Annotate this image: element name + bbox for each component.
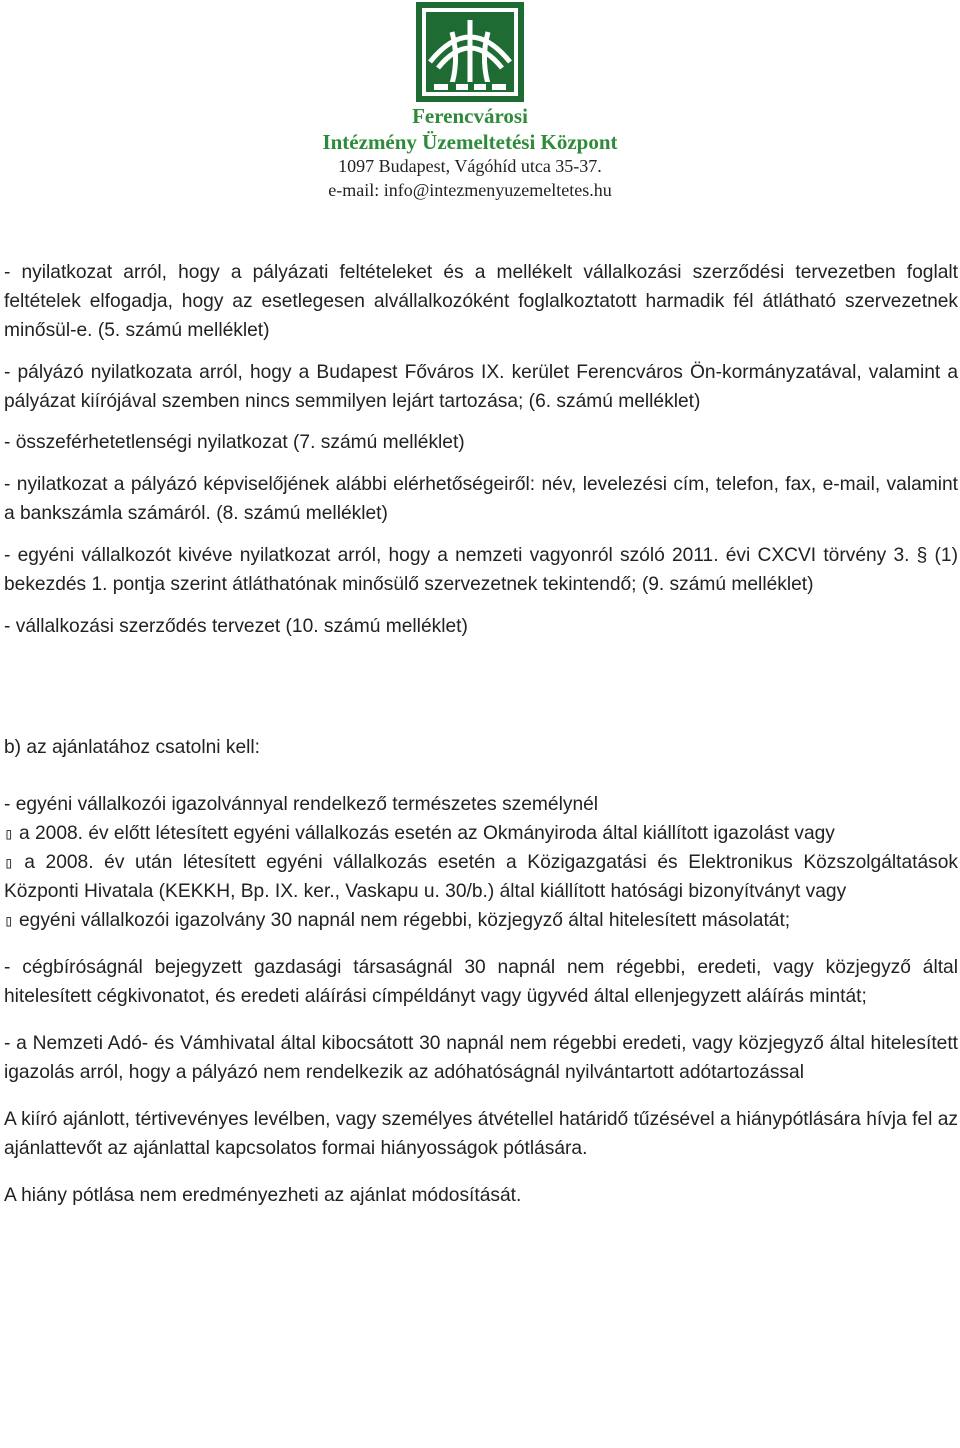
list-item-text: egyéni vállalkozói igazolvány 30 napnál nem régebbi, közjegyző által hitelesített másolatát; <box>13 910 791 931</box>
list-item <box>4 819 958 848</box>
org-email: e-mail: info@intezmenyuzemeltetes.hu <box>328 180 612 200</box>
bullet-icon: ▯ <box>4 824 14 843</box>
paragraph-no-debt: - pályázó nyilatkozata arról, hogy a Budapest Főváros IX. kerület Ferencváros Ön-kormányzatával, valamint a pályázat kiírójával szemben nincs semmilyen lejárt tartozása; (6. számú melléklet) <box>4 362 958 412</box>
paragraph-transparency: - egyéni vállalkozót kivéve nyilatkozat arról, hogy a nemzeti vagyonról szóló 2011. évi CXCVI törvény 3. § (1) bekezdés 1. pontja szerint átláthatónak minősülő szervezetnek tekintendő; (9. számú melléklet) <box>4 545 958 595</box>
list-item-text: a 2008. év előtt létesített egyéni vállalkozás esetén az Okmányiroda által kiállított igazolást vagy <box>13 823 835 844</box>
bullet-icon: ▯ <box>4 911 14 930</box>
paragraph-contract-draft: - vállalkozási szerződés tervezet (10. számú melléklet) <box>4 616 468 637</box>
section-b-heading: b) az ajánlatához csatolni kell: <box>4 737 260 758</box>
list-item-text: a 2008. év után létesített egyéni vállalkozás esetén a Közigazgatási és Elektronikus Közszolgáltatások Központi Hivatala (KEKKH, Bp. IX. ker., Vaskapu u. 30/b.) által kiállított hatósági bizonyítványt vagy <box>4 852 958 902</box>
paragraph-company-extract: - cégbíróságnál bejegyzett gazdasági társaságnál 30 napnál nem régebbi, eredeti, vagy közjegyző által hitelesített cégkivonatot, és eredeti aláírási címpéldányt vagy ügyvéd által ellenjegyzett aláírás mintát; <box>4 957 958 1007</box>
paragraph-deficiency-notice: A kiíró ajánlott, tértivevényes levélben, vagy személyes átvétellel határidő tűzésével a hiánypótlására hívja fel az ajánlattevőt az ajánlattal kapcsolatos formai hiányosságok pótlására. <box>4 1109 958 1159</box>
list-item <box>4 848 958 906</box>
paragraph-no-modification: A hiány pótlása nem eredményezheti az ajánlat módosítását. <box>4 1185 522 1206</box>
paragraph-declaration-conditions: - nyilatkozat arról, hogy a pályázati feltételeket és a mellékelt vállalkozási szerződési tervezetben foglalt feltételek elfogadja, hogy az esetlegesen alvállalkozóként foglalkoztatott harmadik fél átlátható szervezetnek minősül-e. (5. számú melléklet) <box>4 262 958 341</box>
document-body <box>4 258 958 1210</box>
paragraph-tax-certificate: - a Nemzeti Adó- és Vámhivatal által kibocsátott 30 napnál nem régebbi eredeti, vagy közjegyző által hitelesített igazolás arról, hogy a pályázó nem rendelkezik az adóhatóságnál nyilvántartott adótartozással <box>4 1033 958 1083</box>
org-name-line1: Ferencvárosi <box>412 104 528 128</box>
list-item <box>4 906 958 935</box>
bullet-icon: ▯ <box>4 853 14 872</box>
paragraph-incompatibility: - összeférhetetlenségi nyilatkozat (7. számú melléklet) <box>4 432 465 453</box>
org-name-line2: Intézmény Üzemeltetési Központ <box>322 130 618 154</box>
org-address: 1097 Budapest, Vágóhíd utca 35-37. <box>338 156 602 176</box>
paragraph-contact-details: - nyilatkozat a pályázó képviselőjének alábbi elérhetőségeiről: név, levelezési cím, telefon, fax, e-mail, valamint a bankszámla számáról. (8. számú melléklet) <box>4 474 958 524</box>
institution-logo-icon <box>416 2 524 102</box>
letterhead <box>0 0 960 215</box>
paragraph-sole-trader: - egyéni vállalkozói igazolvánnyal rendelkező természetes személynél <box>4 794 599 815</box>
